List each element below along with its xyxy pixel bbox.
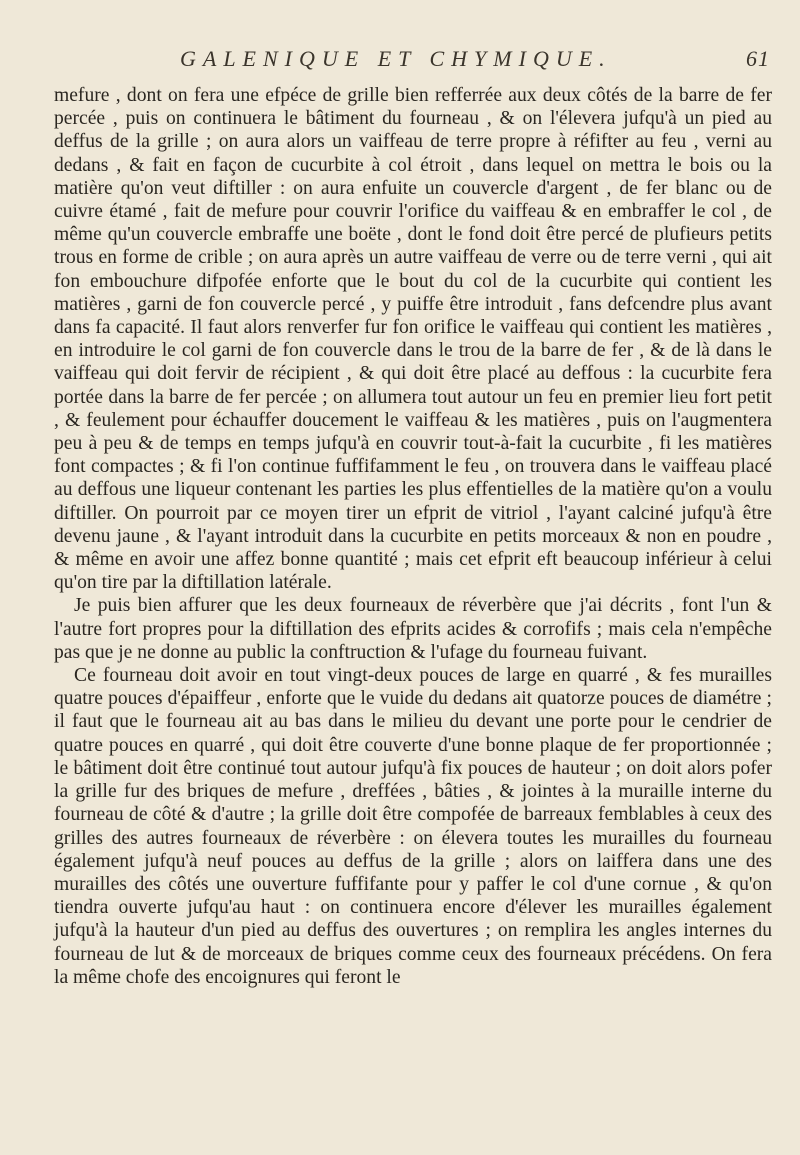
running-head bbox=[180, 46, 770, 76]
page-number: 61 bbox=[746, 46, 770, 71]
paragraph-3: Ce fourneau doit avoir en tout vingt-deux pouces de large en quarré , & fes murailles quatre pouces d'épaiffeur , enforte que le vuide du dedans ait quatorze pouces de diamétre ; il faut que le fourneau ait au bas dans le milieu du devant une porte pour le cendrier de quatre pouces en quarré , qui doit être couverte d'une bonne plaque de fer proportionnée ; le bâtiment doit être continué tout autour jufqu'à fix pouces de hauteur ; on doit alors pofer la grille fur des briques de mefure , dreffées , bâties , & jointes à la muraille interne du fourneau de côté & d'autre ; la grille doit être compofée de barreaux femblables à ceux des grilles des autres fourneaux de réverbère : on élevera toutes les murailles du fourneau également jufqu'à neuf pouces au deffus de la grille ; alors on laiffera dans une des murailles des côtés une ouverture fuffifante pour y paffer le col d'une cornue , & qu'on tiendra ouverte jufqu'au haut : on continuera encore d'élever les murailles également jufqu'à la hauteur d'un pied au deffus des ouvertures ; on remplira les angles internes du fourneau de lut & de morceaux de briques comme ceux des fourneaux précédens. On fera la même chofe des encoignures qui feront le bbox=[54, 665, 772, 988]
body-text bbox=[54, 84, 772, 989]
paragraph-1: mefure , dont on fera une efpéce de grille bien refferrée aux deux côtés de la barre de fer percée , puis on continuera le bâtiment du fourneau , & on l'élevera jufqu'à un pied au deffus de la grille ; on aura alors un vaiffeau de terre propre à réfifter au feu , verni au dedans , & fait en façon de cucurbite à col étroit , dans lequel on mettra le bois ou la matière qu'on veut diftiller : on aura enfuite un couvercle d'argent , de fer blanc ou de cuivre étamé , fait de mefure pour couvrir l'orifice du vaiffeau & en embraffer le col , de même qu'un couvercle embraffe une boëte , dont le fond doit être percé de plufieurs petits trous en forme de crible ; on aura après un autre vaiffeau de verre ou de terre verni , qui ait fon embouchure difpofée enforte que le bout du col de la cucurbite qui contient les matières , garni de fon couvercle percé , y puiffe être introduit , fans defcendre plus avant dans fa capacité. Il faut alors renverfer fur fon orifice le vaiffeau qui contient les matières , en introduire le col garni de fon couvercle dans le trou de la barre de fer , & de là dans le vaiffeau qui doit fervir de récipient , & qui doit être placé au deffous : la cucurbite fera portée dans la barre de fer percée ; on allumera tout autour un feu en premier lieu fort petit , & feulement pour échauffer doucement le vaiffeau & les matières , puis on l'augmentera peu à peu & de temps en temps jufqu'à en couvrir tout-à-fait la cucurbite , fi les matières font compactes ; & fi l'on continue fuffifamment le feu , on trouvera dans le vaiffeau placé au deffous une liqueur contenant les parties les plus effentielles de la matière qu'on a voulu diftiller. On pourroit par ce moyen tirer un efprit de vitriol , l'ayant calciné jufqu'à être devenu jaune , & l'ayant introduit dans la cucurbite en petits morceaux & non en poudre , & même en avoir une affez bonne quantité ; mais cet efprit eft beaucoup inférieur à celui qu'on tire par la diftillation latérale. bbox=[54, 85, 772, 594]
paragraph-2: Je puis bien affurer que les deux fourneaux de réverbère que j'ai décrits , font l'un & l'autre fort propres pour la diftillation des efprits acides & corrofifs ; mais cela n'empêche pas que je ne donne au public la conftruction & l'ufage du fourneau fuivant. bbox=[54, 595, 772, 663]
running-title: GALENIQUE ET CHYMIQUE. bbox=[180, 46, 612, 71]
